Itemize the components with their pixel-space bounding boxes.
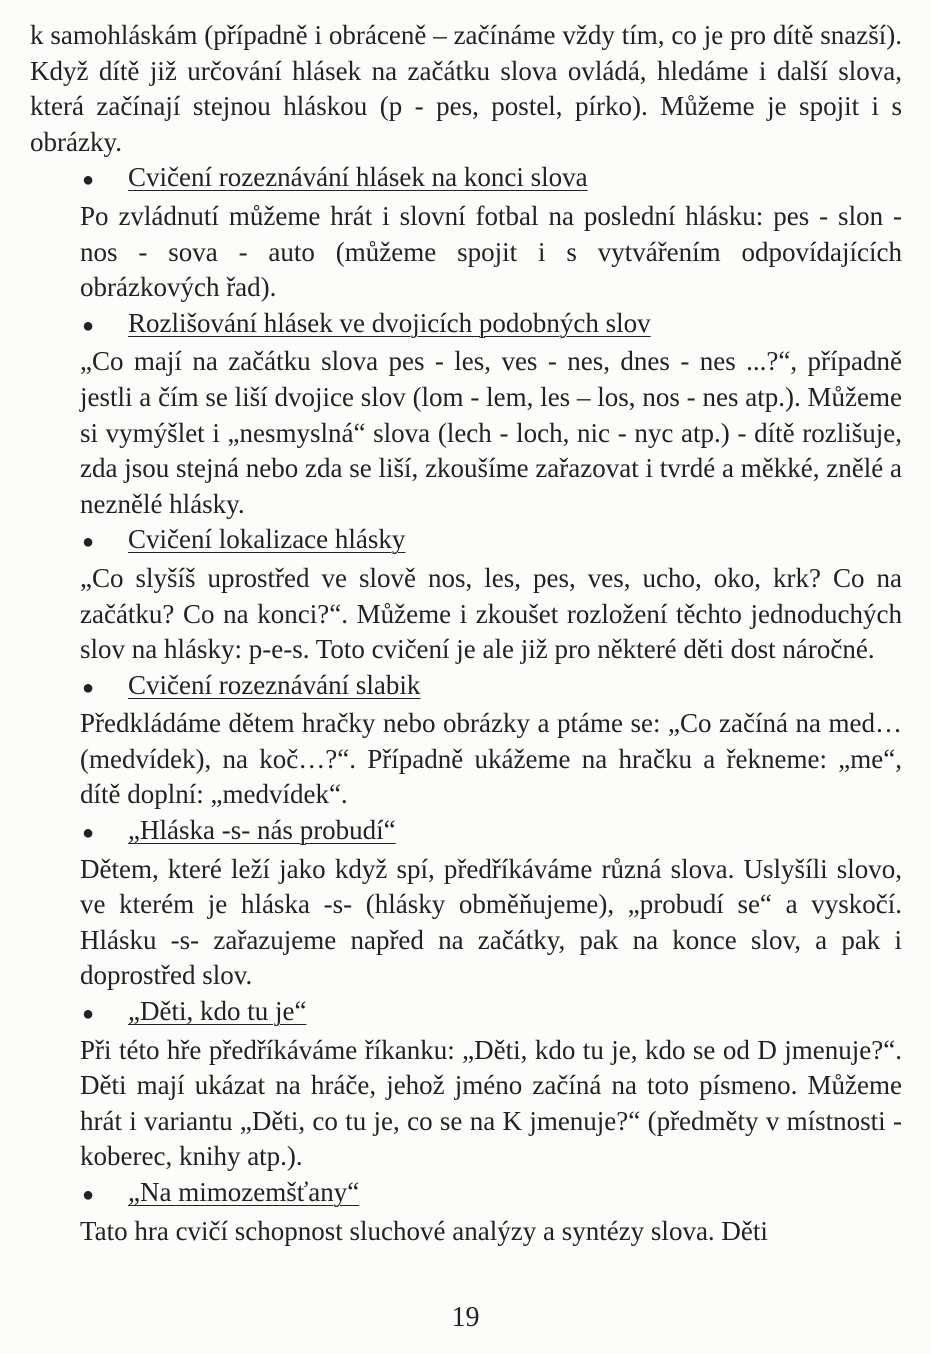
heading-text: Cvičení rozeznávání slabik — [128, 669, 421, 700]
paragraph: k samohláskám (případně i obráceně – začínáme vždy tím, co je pro dítě snazší). Když dítě již určování hlásek na začátku slova ovládá, hledáme i další slova, která začínají stejnou hláskou (p - pes, postel, pírko). Můžeme je spojit i s obrázky. — [30, 20, 902, 157]
paragraph: „Co mají na začátku slova pes - les, ves - nes, dnes - nes ...?“, případně jestli a čím se liší dvojice slov (lom - lem, les – los, nos - nes atp.). Můžeme si vymýšlet i „nesmyslná“ slova (lech - loch, nic - nyc atp.) - dítě rozlišuje, zda jsou stejná nebo zda se liší, zkoušíme zařazovat i tvrdé a měkké, znělé a neznělé hlásky. — [80, 346, 902, 519]
bullet-heading — [30, 522, 902, 561]
heading-text: „Na mimozemšťany“ — [128, 1177, 360, 1207]
paragraph: Po zvládnutí můžeme hrát i slovní fotbal na poslední hlásku: pes - slon - nos - sova - auto (můžeme spojit i s vytvářením odpovídajících obrázkových řad). — [80, 200, 902, 303]
heading-text: „Hláska -s- nás probudí“ — [128, 815, 396, 846]
bullet-icon: ● — [82, 1184, 95, 1206]
bullet-icon: ● — [82, 676, 95, 699]
bullet-heading — [30, 994, 902, 1033]
bullet-heading — [30, 306, 902, 345]
bullet-icon: ● — [82, 822, 95, 845]
page-content — [30, 18, 902, 1249]
heading-text: Cvičení lokalizace hlásky — [128, 524, 406, 555]
bullet-heading — [30, 1175, 902, 1214]
bullet-heading — [30, 668, 902, 707]
paragraph: „Co slyšíš uprostřed ve slově nos, les, pes, ves, ucho, oko, krk? Co na začátku? Co na konci?“. Můžeme i zkoušet rozložení těchto jednoduchých slov na hlásky: p-e-s. Toto cvičení je ale již pro některé děti dost náročné. — [80, 562, 902, 665]
bullet-icon: ● — [82, 169, 95, 192]
heading-text: „Děti, kdo tu je“ — [128, 996, 307, 1027]
page-number: 19 — [451, 1302, 480, 1333]
bullet-heading — [30, 160, 902, 199]
bullet-heading — [30, 813, 902, 852]
paragraph: Tato hra cvičí schopnost sluchové analýzy a syntézy slova. Děti — [80, 1215, 768, 1246]
paragraph: Předkládáme dětem hračky nebo obrázky a ptáme se: „Co začíná na med… (medvídek), na koč…?“. Případně ukážeme na hračku a řekneme: „me“, dítě doplní: „medvídek“. — [80, 708, 902, 810]
bullet-icon: ● — [82, 314, 95, 337]
heading-text: Cvičení rozeznávání hlásek na konci slova — [128, 162, 588, 193]
paragraph: Dětem, které leží jako když spí, předříkáváme různá slova. Uslyšíli slovo, ve kterém je hláska -s- (hlásky obměňujeme), „probudí se“ a vyskočí. Hlásku -s- zařazujeme napřed na začátky, pak na konce slov, a pak i doprostřed slov. — [80, 853, 902, 991]
paragraph: Při této hře předříkáváme říkanku: „Děti, kdo tu je, kdo se od D jmenuje?“. Děti mají ukázat na hráče, jehož jméno začíná na toto písmeno. Můžeme hrát i variantu „Děti, co tu je, co se na K jmenuje?“ (předměty v místnosti - koberec, knihy atp.). — [80, 1034, 902, 1172]
heading-text: Rozlišování hlásek ve dvojicích podobných slov — [128, 307, 651, 338]
bullet-icon: ● — [82, 531, 95, 554]
bullet-icon: ● — [82, 1003, 95, 1026]
